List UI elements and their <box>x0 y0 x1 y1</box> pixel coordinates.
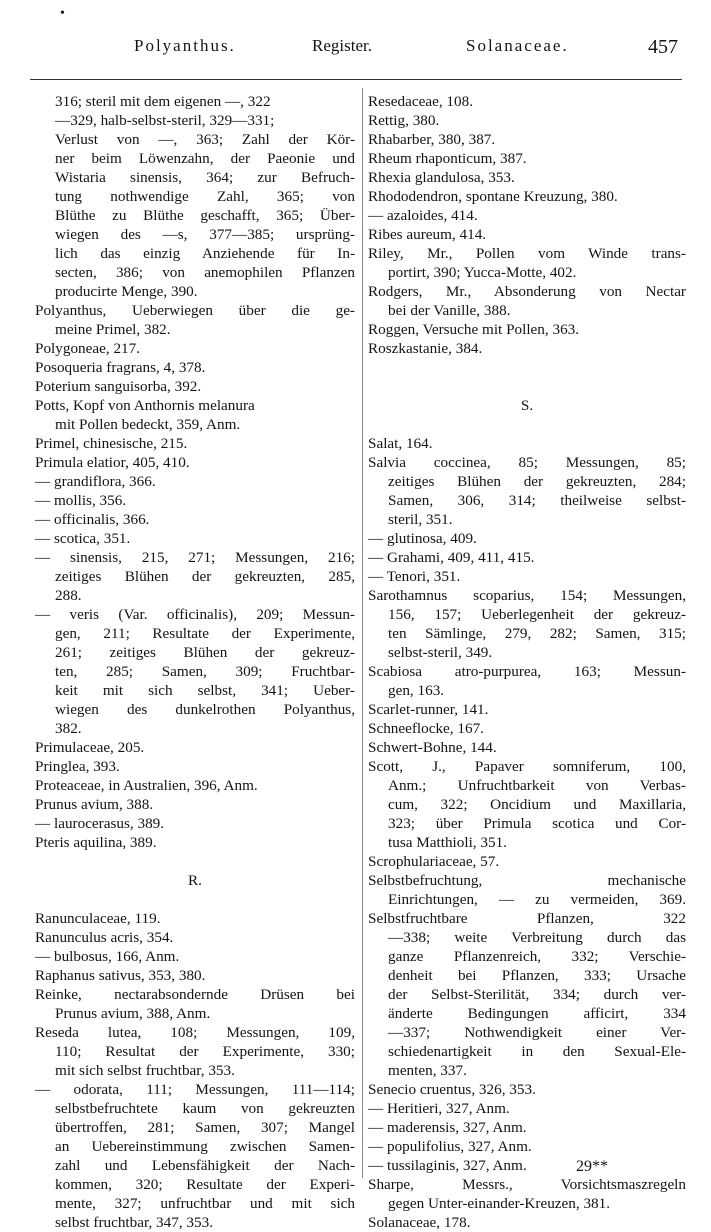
index-line: Primula elatior, 405, 410. <box>35 454 190 471</box>
index-line: Potts, Kopf von Anthornis melanura <box>35 397 255 414</box>
index-line: Polygoneae, 217. <box>35 340 141 357</box>
index-line: ten, 285; Samen, 309; Fruchtbar- <box>55 663 355 680</box>
index-line: Roggen, Versuche mit Pollen, 363. <box>368 321 580 338</box>
column-divider <box>362 88 363 1178</box>
index-line: selbstbefruchtete kaum von gekreuzten <box>55 1100 355 1117</box>
index-line: Primel, chinesische, 215. <box>35 435 188 452</box>
index-line: wiegen des dunkelrothen Polyanthus, <box>55 701 355 718</box>
index-line: gegen Unter-einander-Kreuzen, 381. <box>388 1195 611 1212</box>
index-line: meine Primel, 382. <box>55 321 171 338</box>
index-line: — mollis, 356. <box>35 492 127 509</box>
index-line: Scabiosa atro-purpurea, 163; Messun- <box>368 663 686 680</box>
index-line: Ranunculus acris, 354. <box>35 929 174 946</box>
index-line: Prunus avium, 388, Anm. <box>55 1005 211 1022</box>
index-line: Rodgers, Mr., Absonderung von Nectar <box>368 283 686 300</box>
running-header <box>0 36 711 60</box>
index-line: 288. <box>55 587 82 604</box>
index-line: Sarothamnus scoparius, 154; Messungen, <box>368 587 686 604</box>
index-line: gen, 211; Resultate der Experimente, <box>55 625 355 642</box>
index-line: — Tenori, 351. <box>368 568 461 585</box>
index-line: — azaloides, 414. <box>368 207 478 224</box>
index-line: steril, 351. <box>388 511 453 528</box>
index-line: — tussilaginis, 327, Anm. <box>368 1157 527 1174</box>
index-line: Selbstbefruchtung, mechanische <box>368 872 686 889</box>
index-line: — sinensis, 215, 271; Messungen, 216; <box>35 549 355 566</box>
index-line: Primulaceae, 205. <box>35 739 145 756</box>
page-number: 457 <box>648 36 678 58</box>
index-line: der Selbst-Sterilität, 334; durch ver- <box>388 986 686 1003</box>
index-line: änderte Bedingungen afficirt, 334 <box>388 1005 686 1022</box>
index-line: Reinke, nectarabsondernde Drüsen bei <box>35 986 355 1003</box>
spacer <box>35 890 355 909</box>
index-line: — Heritieri, 327, Anm. <box>368 1100 510 1117</box>
index-line: Proteaceae, in Australien, 396, Anm. <box>35 777 258 794</box>
index-line: ten Sämlinge, 279, 282; Samen, 315; <box>388 625 686 642</box>
index-line: lich das einzig Anziehende für In- <box>55 245 355 262</box>
index-line: Prunus avium, 388. <box>35 796 154 813</box>
index-line: Polyanthus, Ueberwiegen über die ge- <box>35 302 355 319</box>
index-line: menten, 337. <box>388 1062 467 1079</box>
index-line: Rheum rhaponticum, 387. <box>368 150 527 167</box>
section-letter: R. <box>188 872 202 889</box>
header-left-keyword: Polyanthus. <box>134 36 236 55</box>
index-line: cum, 322; Oncidium und Maxillaria, <box>388 796 686 813</box>
index-line: Einrichtungen, — zu vermeiden, 369. <box>388 891 686 908</box>
index-line: selbst fruchtbar, 347, 353. <box>55 1214 213 1231</box>
spacer <box>368 377 686 396</box>
index-line: Poterium sanguisorba, 392. <box>35 378 202 395</box>
index-line: Sharpe, Messrs., Vorsichtsmaszregeln <box>368 1176 686 1193</box>
index-line: mente, 327; unfruchtbar und mit sich <box>55 1195 355 1212</box>
spacer <box>35 852 355 871</box>
index-line: mit Pollen bedeckt, 359, Anm. <box>55 416 241 433</box>
index-line: an Uebereinstimmung zwischen Samen- <box>55 1138 355 1155</box>
index-line: 156, 157; Ueberlegenheit der gekreuz- <box>388 606 686 623</box>
index-line: tung nothwendige Zahl, 365; von <box>55 188 355 205</box>
index-line: — scotica, 351. <box>35 530 131 547</box>
index-line: Pringlea, 393. <box>35 758 120 775</box>
signature-mark: 29** <box>576 1158 608 1175</box>
index-line: — Grahami, 409, 411, 415. <box>368 549 535 566</box>
index-line: Rettig, 380. <box>368 112 440 129</box>
index-line: — bulbosus, 166, Anm. <box>35 948 180 965</box>
index-line: 323; über Primula scotica und Cor- <box>388 815 686 832</box>
index-line: secten, 386; von anemophilen Pflanzen <box>55 264 355 281</box>
index-line: Scarlet-runner, 141. <box>368 701 489 718</box>
index-line: Senecio cruentus, 326, 353. <box>368 1081 536 1098</box>
index-line: 261; zeitiges Blühen der gekreuz- <box>55 644 355 661</box>
index-line: 316; steril mit dem eigenen —, 322 <box>55 93 271 110</box>
index-line: — maderensis, 327, Anm. <box>368 1119 527 1136</box>
index-line: 382. <box>55 720 82 737</box>
index-line: Schneeflocke, 167. <box>368 720 484 737</box>
index-line: Raphanus sativus, 353, 380. <box>35 967 206 984</box>
index-line: Ribes aureum, 414. <box>368 226 487 243</box>
index-line: Rhexia glandulosa, 353. <box>368 169 515 186</box>
index-line: Solanaceae, 178. <box>368 1214 471 1231</box>
spacer <box>368 358 686 377</box>
index-line: —338; weite Verbreitung durch das <box>388 929 686 946</box>
index-line: zahl und Lebensfähigkeit der Nach- <box>55 1157 355 1174</box>
index-line: Selbstfruchtbare Pflanzen, 322 <box>368 910 686 927</box>
index-line: ner beim Löwenzahn, der Paeonie und <box>55 150 355 167</box>
index-line: denheit bei Pflanzen, 333; Ursache <box>388 967 686 984</box>
index-line: kommen, 320; Resultate der Experi- <box>55 1176 355 1193</box>
index-line: Rhabarber, 380, 387. <box>368 131 496 148</box>
index-line: — officinalis, 366. <box>35 511 150 528</box>
index-line: übertroffen, 281; Samen, 307; Mangel <box>55 1119 355 1136</box>
index-line: wiegen des —s, 377—385; ursprüng- <box>55 226 355 243</box>
index-line: mit sich selbst fruchtbar, 353. <box>55 1062 235 1079</box>
index-line: Samen, 306, 314; theilweise selbst- <box>388 492 686 509</box>
index-line: schiedenartigkeit in den Sexual-Ele- <box>388 1043 686 1060</box>
index-line: Salat, 164. <box>368 435 433 452</box>
index-line: producirte Menge, 390. <box>55 283 198 300</box>
index-line: — odorata, 111; Messungen, 111—114; <box>35 1081 355 1098</box>
spacer <box>368 415 686 434</box>
index-line: Verlust von —, 363; Zahl der Kör- <box>55 131 355 148</box>
index-line: Blüthe zu Blüthe geschafft, 365; Über- <box>55 207 355 224</box>
index-line: Rhododendron, spontane Kreuzung, 380. <box>368 188 618 205</box>
index-line: Anm.; Unfruchtbarkeit von Verbas- <box>388 777 686 794</box>
index-line: — glutinosa, 409. <box>368 530 477 547</box>
index-line: Resedaceae, 108. <box>368 93 473 110</box>
index-column-left <box>35 92 355 1232</box>
index-line: zeitiges Blühen der gekreuzten, 285, <box>55 568 355 585</box>
index-line: — grandiflora, 366. <box>35 473 156 490</box>
index-line: 110; Resultat der Experimente, 330; <box>55 1043 355 1060</box>
index-line: — laurocerasus, 389. <box>35 815 165 832</box>
index-line: Scrophulariaceae, 57. <box>368 853 500 870</box>
section-letter: S. <box>520 397 534 414</box>
index-line: keit mit sich selbst, 341; Ueber- <box>55 682 355 699</box>
index-line: Roszkastanie, 384. <box>368 340 483 357</box>
index-column-right <box>368 92 686 1232</box>
index-line: —329, halb-selbst-steril, 329—331; <box>55 112 275 129</box>
index-line: — populifolius, 327, Anm. <box>368 1138 532 1155</box>
header-title: Register. <box>312 36 372 55</box>
index-line: selbst-steril, 349. <box>388 644 493 661</box>
index-line: Reseda lutea, 108; Messungen, 109, <box>35 1024 355 1041</box>
index-line: Posoqueria fragrans, 4, 378. <box>35 359 206 376</box>
index-line: Pteris aquilina, 389. <box>35 834 157 851</box>
top-mark: • <box>60 6 65 21</box>
index-line: — veris (Var. officinalis), 209; Messun- <box>35 606 355 623</box>
index-line: Salvia coccinea, 85; Messungen, 85; <box>368 454 686 471</box>
index-line: ganze Pflanzenreich, 332; Verschie- <box>388 948 686 965</box>
index-line: bei der Vanille, 388. <box>388 302 511 319</box>
index-line: gen, 163. <box>388 682 445 699</box>
index-line: zeitiges Blühen der gekreuzten, 284; <box>388 473 686 490</box>
index-line: tusa Matthioli, 351. <box>388 834 507 851</box>
index-line: Schwert-Bohne, 144. <box>368 739 497 756</box>
index-line: Ranunculaceae, 119. <box>35 910 161 927</box>
header-right-keyword: Solanaceae. <box>466 36 569 55</box>
index-line: —337; Nothwendigkeit einer Ver- <box>388 1024 686 1041</box>
index-line: Scott, J., Papaver somniferum, 100, <box>368 758 686 775</box>
index-line: Riley, Mr., Pollen vom Winde trans- <box>368 245 686 262</box>
index-line: portirt, 390; Yucca-Motte, 402. <box>388 264 577 281</box>
header-rule <box>30 79 682 80</box>
index-line: Wistaria sinensis, 364; zur Befruch- <box>55 169 355 186</box>
